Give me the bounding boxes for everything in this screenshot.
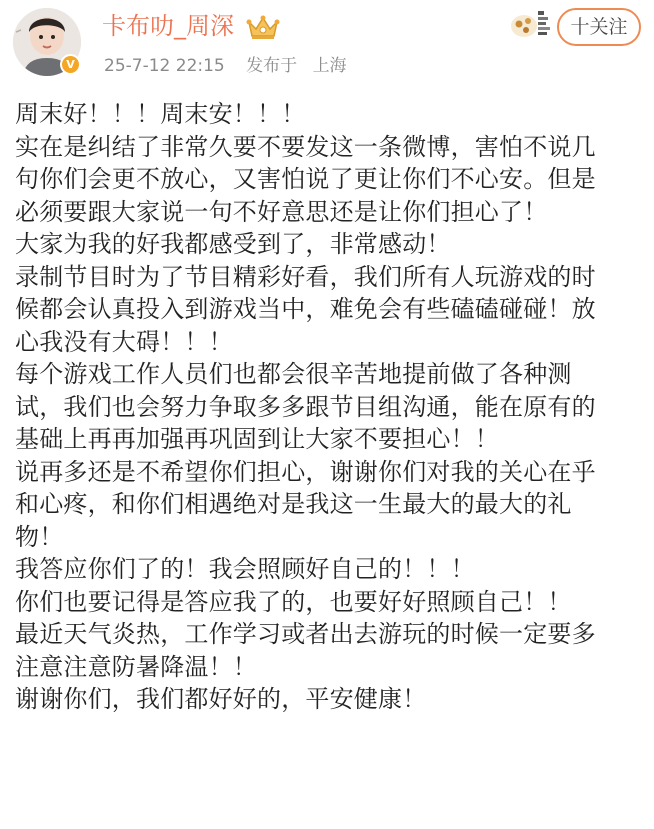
post-line: 你们也要记得是答应我了的，也要好好照顾自己！！ xyxy=(15,587,572,616)
post-line: 候都会认真投入到游戏当中，难免会有些磕磕碰碰！放 xyxy=(15,295,596,323)
post-line: 试，我们也会努力争取多多跟节目组沟通，能在原有的 xyxy=(15,392,596,421)
post-line: 句你们会更不放心，又害怕说了更让你们不心安。但是 xyxy=(15,165,596,193)
post-line: 我答应你们了的！我会照顾好自己的！！！ xyxy=(15,555,475,583)
post-line: 和心疼，和你们相遇绝对是我这一生最大的最大的礼 xyxy=(15,490,572,518)
post-location: 上海 xyxy=(312,56,347,76)
post-line: 注意注意防暑降温！！ xyxy=(15,652,257,681)
crown-icon xyxy=(246,12,280,42)
post-body xyxy=(15,98,645,716)
post-line: 必须要跟大家说一句不好意思还是让你们担心了！ xyxy=(15,197,548,226)
post-header xyxy=(0,0,654,92)
follow-button[interactable]: 十关注 xyxy=(557,8,641,46)
post-time: 25-7-12 22:15 xyxy=(104,56,225,76)
post-line: 大家为我的好我都感受到了，非常感动！ xyxy=(15,230,451,258)
author-name[interactable]: 卡布叻_周深 xyxy=(102,12,234,40)
post-meta xyxy=(104,54,347,78)
post-line: 实在是纠结了非常久要不要发这一条微博，害怕不说几 xyxy=(15,132,596,161)
post-source-label: 发布于 xyxy=(246,56,298,76)
post-line: 物！ xyxy=(15,522,64,551)
post-line: 谢谢你们，我们都好好的，平安健康！ xyxy=(15,685,427,713)
post-line: 心我没有大碍！！！ xyxy=(15,327,233,356)
post-line: 基础上再再加强再巩固到让大家不要担心！！ xyxy=(15,425,499,453)
post-line: 录制节目时为了节目精彩好看，我们所有人玩游戏的时 xyxy=(15,262,596,291)
verified-v-badge-icon: V xyxy=(62,56,79,73)
post-line: 每个游戏工作人员们也都会很辛苦地提前做了各种测 xyxy=(15,360,572,388)
post-line: 周末好！！！周末安！！！ xyxy=(15,100,306,128)
post-line: 最近天气炎热，工作学习或者出去游玩的时候一定要多 xyxy=(15,620,596,648)
verified-badge xyxy=(60,54,81,75)
decoration-card-icon xyxy=(508,8,554,40)
post-line: 说再多还是不希望你们担心，谢谢你们对我的关心在乎 xyxy=(15,457,596,486)
